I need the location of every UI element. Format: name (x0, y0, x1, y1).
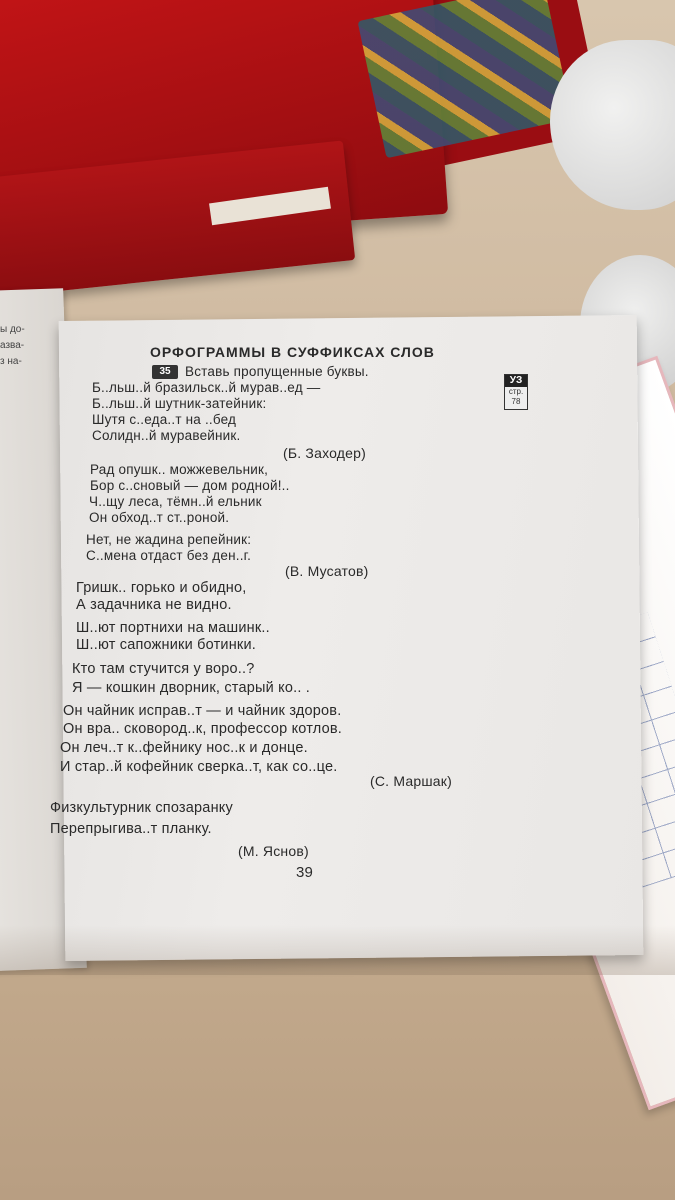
poem-line: А задачника не видно. (76, 597, 232, 613)
poem-line: И стар..й кофейник сверка..т, как со..це. (60, 759, 338, 775)
poem-author: (Б. Заходер) (283, 445, 366, 461)
left-text-line: з на- (0, 356, 22, 367)
poem-line: Ш..ют портнихи на машинк.. (76, 620, 270, 636)
poem-line: Перепрыгива..т планку. (50, 821, 212, 837)
side-badge-top: УЗ (505, 375, 527, 387)
poem-line: Я — кошкин дворник, старый ко.. . (72, 680, 311, 696)
left-text-line: азва- (0, 340, 25, 351)
poem-line: Б..льш..й бразильск..й мурав..ед — (92, 380, 321, 395)
poem-line: Б..льш..й шутник-затейник: (92, 396, 267, 411)
poem-line: Гришк.. горько и обидно, (76, 580, 247, 596)
side-badge-num: 78 (511, 397, 521, 406)
poem-line: Он чайник исправ..т — и чайник здоров. (63, 703, 342, 719)
poem-line: Рад опушк.. можжевельник, (90, 462, 269, 477)
poem-line: Он вра.. сковород..к, профессор котлов. (63, 721, 342, 737)
left-text-line: ы до- (0, 324, 25, 335)
poem-author: (М. Яснов) (238, 843, 309, 859)
poem-author: (В. Мусатов) (285, 563, 369, 579)
left-page-text (0, 322, 25, 370)
poem-line: Бор с..сновый — дом родной!.. (90, 478, 290, 493)
side-badge-label: стр. (508, 387, 524, 396)
side-badge (504, 374, 528, 410)
page-heading: ОРФОГРАММЫ В СУФФИКСАХ СЛОВ (150, 344, 435, 360)
exercise-number: 35 (152, 365, 178, 379)
instruction: Вставь пропущенные буквы. (185, 364, 369, 379)
poem-line: Он леч..т к..фейнику нос..к и донце. (60, 740, 308, 756)
poem-line: Нет, не жадина репейник: (86, 532, 252, 547)
poem-line: Ш..ют сапожники ботинки. (76, 637, 256, 653)
poem-line: Ч..щу леса, тёмн..й ельник (89, 494, 262, 509)
poem-line: С..мена отдаст без ден..г. (86, 548, 252, 563)
shadow (0, 925, 675, 975)
poem-line: Физкультурник спозаранку (50, 800, 233, 816)
poem-line: Он обход..т ст..роной. (89, 510, 230, 525)
page-number: 39 (296, 864, 314, 881)
poem-line: Солидн..й муравейник. (92, 428, 241, 443)
poem-line: Кто там стучится у воро..? (72, 661, 255, 677)
poem-author: (С. Маршак) (370, 773, 452, 789)
poem-line: Шутя с..еда..т на ..бед (92, 412, 237, 427)
